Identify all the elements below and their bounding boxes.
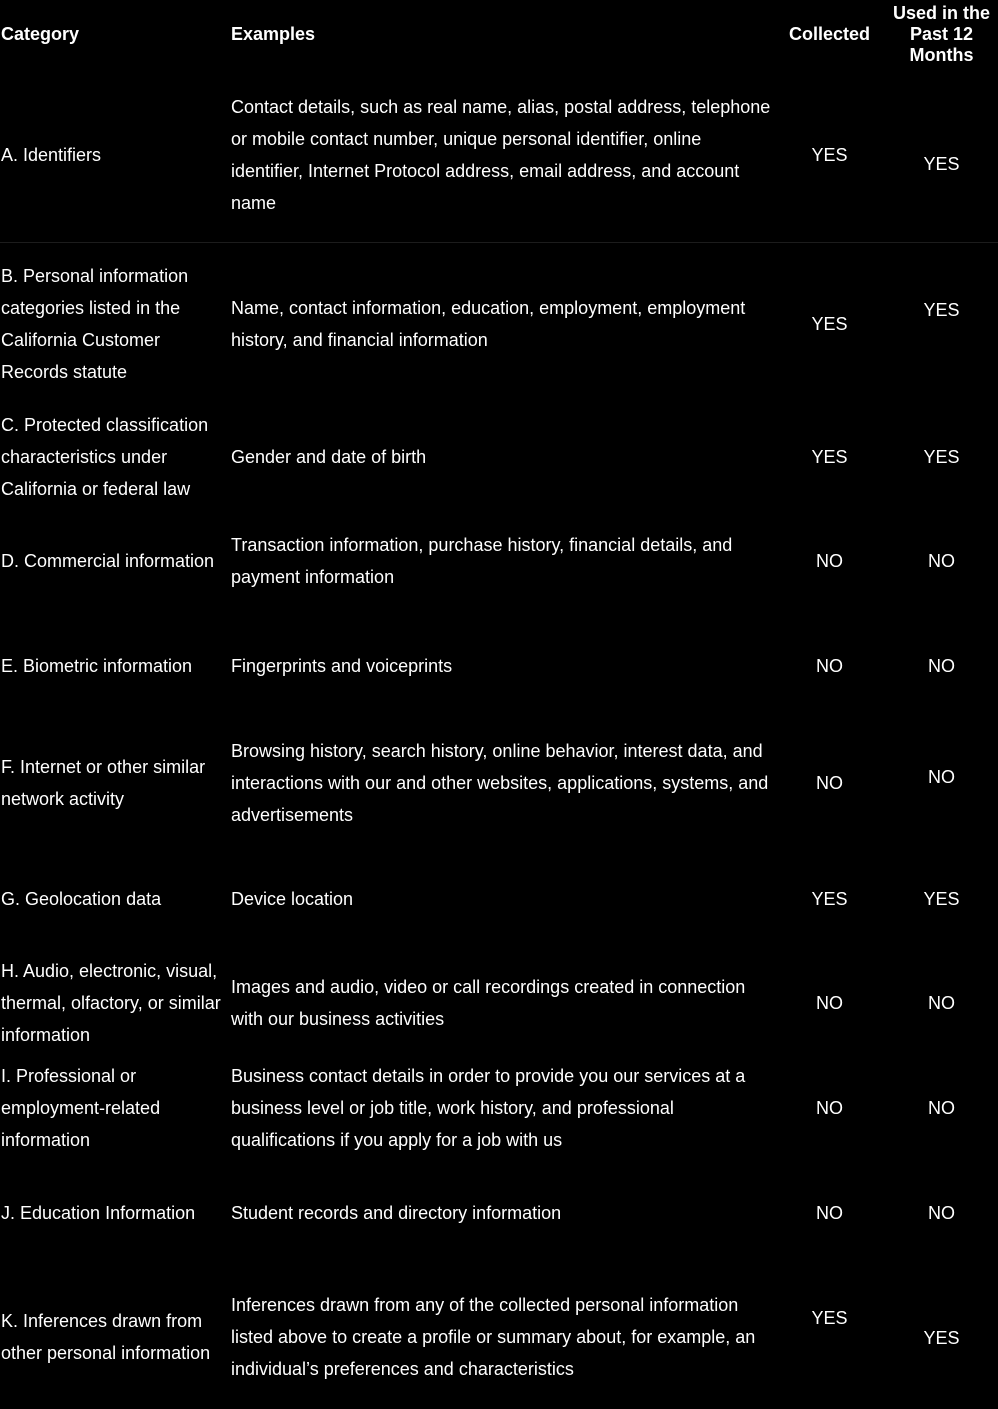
row-examples: Inferences drawn from any of the collected personal information listed above to create a profile or summary about, for example, an individual’s preferences and characteristics bbox=[231, 1295, 756, 1379]
row-used: YES bbox=[923, 889, 960, 909]
table-row bbox=[0, 1055, 998, 1161]
row-examples: Business contact details in order to provide you our services at a business level or job title, work history, and professional qualifications if you apply for a job with us bbox=[231, 1066, 746, 1150]
table-row bbox=[0, 613, 998, 719]
row-collected: NO bbox=[816, 1098, 843, 1118]
table-row bbox=[0, 68, 998, 243]
row-examples: Images and audio, video or call recordings created in connection with our business activities bbox=[231, 977, 746, 1029]
header-used-past-12-months: Used in the Past 12 Months bbox=[892, 2, 990, 65]
row-examples: Contact details, such as real name, alias, postal address, telephone or mobile contact number, unique personal identifier, online identifier, Internet Protocol address, email address, and account name bbox=[231, 97, 771, 213]
row-collected: YES bbox=[811, 314, 848, 334]
row-category: I. Professional or employment-related information bbox=[1, 1066, 161, 1150]
row-used: NO bbox=[928, 1098, 955, 1118]
table-row bbox=[0, 847, 998, 951]
row-used: NO bbox=[928, 767, 955, 787]
row-category: F. Internet or other similar network activity bbox=[1, 757, 206, 809]
table-row bbox=[0, 719, 998, 847]
row-examples: Device location bbox=[231, 889, 354, 909]
table-row bbox=[0, 509, 998, 613]
row-collected: YES bbox=[811, 447, 848, 467]
header-category: Category bbox=[1, 23, 80, 44]
header-examples: Examples bbox=[231, 23, 316, 44]
row-used: YES bbox=[923, 1328, 960, 1348]
row-used: NO bbox=[928, 551, 955, 571]
table-row bbox=[0, 1161, 998, 1265]
row-examples: Fingerprints and voiceprints bbox=[231, 656, 453, 676]
row-collected: YES bbox=[811, 1308, 848, 1328]
row-collected: NO bbox=[816, 993, 843, 1013]
row-category: B. Personal information categories listed in the California Customer Records statute bbox=[1, 266, 189, 382]
row-collected: YES bbox=[811, 145, 848, 165]
row-category: E. Biometric information bbox=[1, 656, 193, 676]
row-examples: Student records and directory information bbox=[231, 1203, 562, 1223]
header-collected: Collected bbox=[788, 23, 871, 44]
row-examples: Name, contact information, education, employment, employment history, and financial information bbox=[231, 298, 746, 350]
row-collected: NO bbox=[816, 773, 843, 793]
table-row bbox=[0, 1265, 998, 1409]
table-row bbox=[0, 951, 998, 1055]
row-used: NO bbox=[928, 993, 955, 1013]
row-category: A. Identifiers bbox=[1, 145, 102, 165]
row-collected: NO bbox=[816, 551, 843, 571]
table-row bbox=[0, 243, 998, 406]
row-examples: Transaction information, purchase history, financial details, and payment information bbox=[231, 535, 733, 587]
row-used: YES bbox=[923, 447, 960, 467]
row-used: YES bbox=[923, 154, 960, 174]
row-examples: Gender and date of birth bbox=[231, 447, 427, 467]
row-category: J. Education Information bbox=[1, 1203, 196, 1223]
row-used: NO bbox=[928, 656, 955, 676]
row-collected: NO bbox=[816, 1203, 843, 1223]
row-used: YES bbox=[923, 300, 960, 320]
table-header-row bbox=[0, 0, 998, 68]
row-category: D. Commercial information bbox=[1, 551, 215, 571]
row-category: K. Inferences drawn from other personal information bbox=[1, 1311, 211, 1363]
row-category: G. Geolocation data bbox=[1, 889, 162, 909]
row-used: NO bbox=[928, 1203, 955, 1223]
row-category: C. Protected classification characteristics under California or federal law bbox=[1, 415, 209, 499]
row-collected: YES bbox=[811, 889, 848, 909]
row-collected: NO bbox=[816, 656, 843, 676]
row-examples: Browsing history, search history, online behavior, interest data, and interactions with our and other websites, applications, systems, and advertisements bbox=[231, 741, 769, 825]
row-category: H. Audio, electronic, visual, thermal, olfactory, or similar information bbox=[1, 961, 221, 1045]
table-row bbox=[0, 405, 998, 509]
